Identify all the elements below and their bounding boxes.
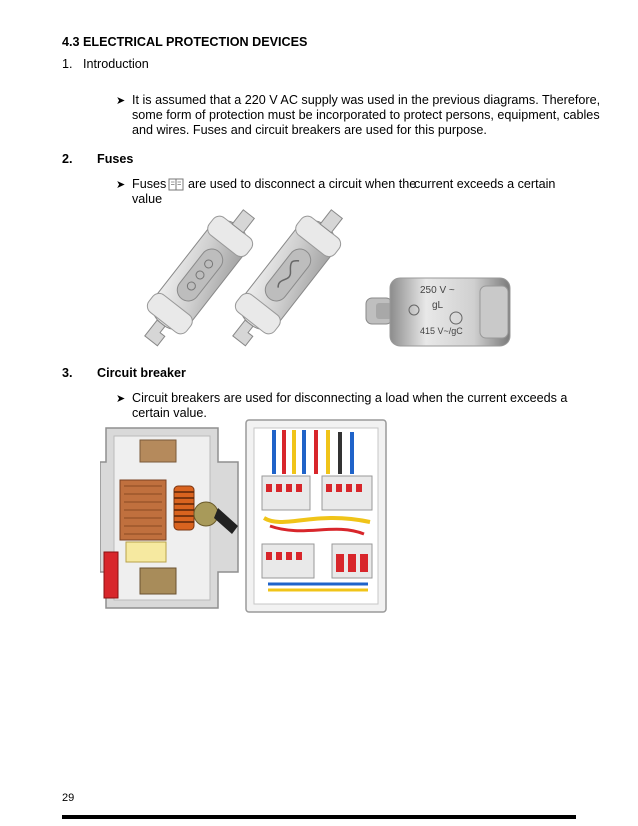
fuse-rating-text-1: 250 V ~ (420, 285, 455, 296)
bullet-arrow-icon: ➤ (116, 179, 126, 191)
breaker-line-2: certain value. (132, 406, 207, 420)
fuses-text-a: Fuses (132, 177, 167, 191)
breaker-cutaway-image (100, 422, 242, 614)
fuses-number: 2. (62, 152, 73, 166)
breaker-line-1: Circuit breakers are used for disconnecting a load when the current exceeds a (132, 391, 568, 405)
intro-line-2: some form of protection must be incorporated to protect persons, equipment, cables (132, 108, 600, 122)
fuse-rating-text-2: gL (432, 300, 444, 311)
fuses-text-b: are used to disconnect a circuit when the (188, 177, 417, 191)
breaker-heading: Circuit breaker (97, 366, 186, 380)
fuses-heading: Fuses (97, 152, 134, 166)
page-number: 29 (62, 792, 75, 804)
book-icon (168, 178, 184, 191)
fuses-text-value: value (132, 192, 163, 206)
intro-number: 1. (62, 57, 73, 71)
footer-rule (62, 815, 576, 819)
breaker-number: 3. (62, 366, 73, 380)
fuses-text-c: current exceeds a certain (414, 177, 556, 191)
bullet-arrow-icon: ➤ (116, 95, 126, 107)
fuses-image (120, 200, 530, 350)
intro-line-1: It is assumed that a 220 V AC supply was used in the previous diagrams. Therefore, (132, 93, 601, 107)
cartridge-fuse (366, 278, 510, 346)
intro-heading: Introduction (83, 57, 149, 71)
fuse-rating-text-3: 415 V~/gC (420, 326, 463, 336)
section-title: 4.3 ELECTRICAL PROTECTION DEVICES (62, 35, 308, 49)
bullet-arrow-icon: ➤ (116, 393, 126, 405)
intro-line-3: and wires. Fuses and circuit breakers are used for this purpose. (132, 123, 487, 137)
distribution-board-image (244, 418, 390, 616)
